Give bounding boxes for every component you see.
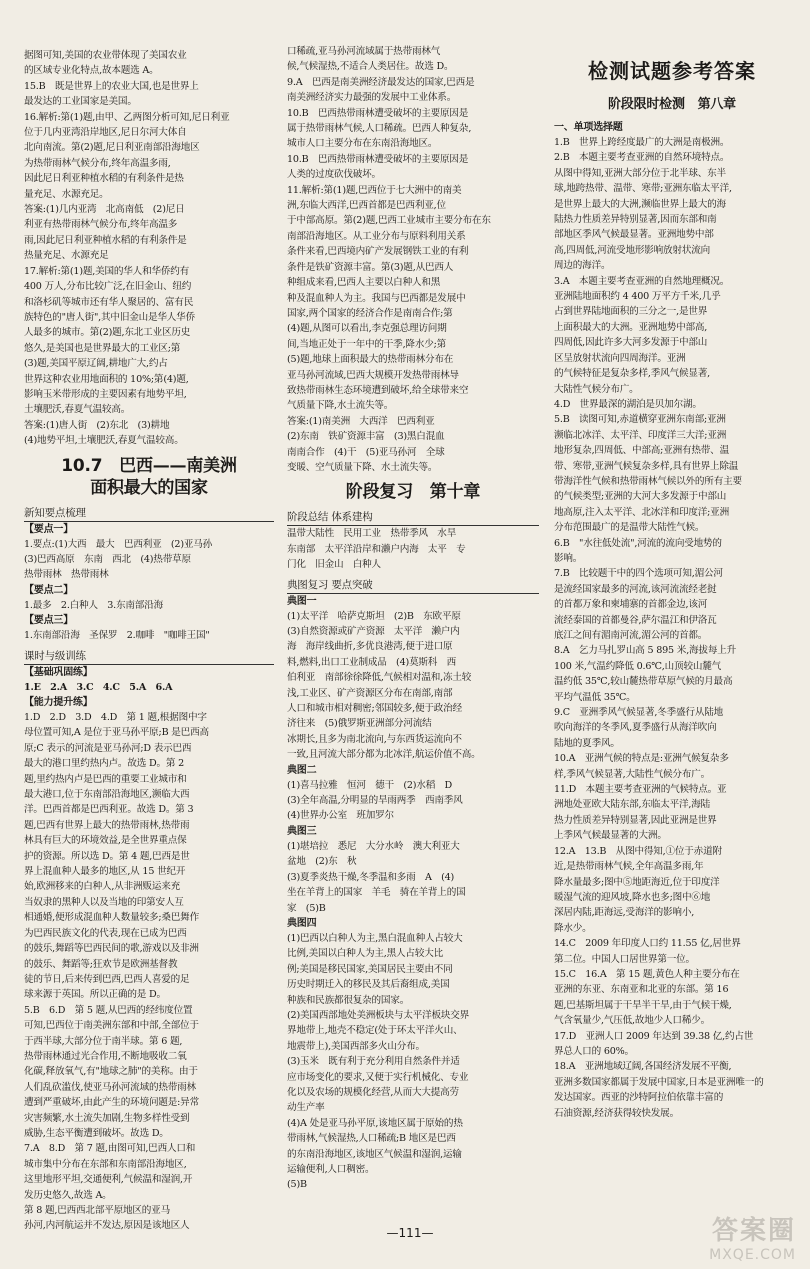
text-line: 带海洋性气候和热带雨林气候以外的所有主要 bbox=[554, 475, 742, 487]
text-line: 间,当地正处于一年中的干季,降水少;第 bbox=[287, 338, 447, 350]
text-line: 是世界上最大的大洲,濒临世界上最大的海 bbox=[554, 198, 726, 210]
text-line: 原;C 表示的河流是亚马孙河;D 表示巴西 bbox=[24, 742, 192, 754]
text-line: 东南部 太平洋沿岸和濑户内海 太平 专 bbox=[287, 543, 466, 555]
typical3-title: 典图三 bbox=[287, 825, 317, 837]
text-line: 11.解析:第(1)题,巴西位于七大洲中的南美 bbox=[287, 184, 462, 196]
text-line: 南部沿海地区。从工业分布与原料利用关系 bbox=[287, 230, 466, 242]
text-line: 带雨林,气候湿热,人口稀疏;B 地区是巴西 bbox=[287, 1133, 456, 1145]
watermark-line1: 答案圈 bbox=[711, 1216, 796, 1246]
text-line: 8.A 乞力马扎罗山高 5 895 米,海拔每上升 bbox=[554, 645, 737, 657]
text-line: 变暖、空气质量下降、水土流失等。 bbox=[287, 461, 438, 473]
text-line: 洋。巴西首都是巴西利亚。故选 D。第 3 bbox=[24, 804, 194, 816]
text-line: 温带大陆性 民用工业 热带季风 水旱 bbox=[287, 528, 457, 540]
section-title-line1: 10.7 巴西——南美洲 bbox=[61, 455, 237, 476]
text-line: 答案:(1)南美洲 大西洋 巴西利亚 bbox=[287, 415, 435, 427]
text-line: (2)美国西部地处美洲板块与太平洋板块交界 bbox=[287, 1009, 470, 1021]
text-line: 运输便利,人口稠密。 bbox=[287, 1164, 375, 1175]
text-line: 土壤肥沃,春夏气温较高。 bbox=[24, 404, 131, 416]
typical2-content bbox=[287, 778, 539, 824]
typical4-title: 典图四 bbox=[287, 917, 317, 929]
text-line: 人们乱砍滥伐,使亚马孙河流域的热带雨林 bbox=[24, 1081, 196, 1093]
typical2-title: 典图二 bbox=[287, 764, 317, 776]
ability-content bbox=[24, 710, 274, 1234]
text-line: 是流经国家最多的河流,该河流流经老挝 bbox=[554, 583, 717, 595]
text-line: 题,巴西有世界上最大的热带雨林,热带雨 bbox=[24, 819, 190, 831]
text-line: 的鼓乐,舞蹈等巴西民间的歌,游戏以及非洲 bbox=[24, 943, 199, 955]
text-line: 周边的海洋。 bbox=[554, 260, 611, 272]
text-line: 国家,两个国家的经济合作是南南合作;第 bbox=[287, 307, 453, 319]
text-line: 母位置可知,A 是位于亚马孙平原;B 是巴西高 bbox=[24, 727, 209, 739]
answers-big-title: 检测试题参考答案 bbox=[588, 59, 756, 83]
text-line: 气质量下降,水土流失等。 bbox=[287, 400, 394, 412]
text-line: 5.B 6.D 第 5 题,从巴西的经纬度位置 bbox=[24, 1004, 193, 1016]
text-line: 12.A 13.B 从图中得知,①位于赤道附 bbox=[554, 845, 722, 857]
text-line: 族特色的"唐人街",其中旧金山是华人华侨 bbox=[24, 311, 195, 323]
typical1-title: 典图一 bbox=[287, 595, 317, 607]
column-middle bbox=[287, 44, 539, 1193]
text-line: 第二位。中国人口居世界第一位。 bbox=[554, 953, 695, 965]
text-line: 亚洲的东亚、东南亚和北亚的东部。第 16 bbox=[554, 984, 729, 996]
text-line: 界地带上,地壳不稳定(处于环太平洋火山、 bbox=[287, 1025, 463, 1037]
text-line: 为热带雨林气候分布,终年高温多雨, bbox=[24, 157, 171, 169]
text-line: 的东南沿海地区,该地区气候温和湿润,运输 bbox=[287, 1148, 462, 1160]
text-line: 种组成来看,巴西人主要以白种人和黑 bbox=[287, 277, 441, 289]
page-number: —111— bbox=[386, 1226, 434, 1240]
text-line: 部地区季风气候最显著。亚洲地势中部 bbox=[554, 229, 714, 241]
text-line: 流经泰国的首都曼谷,萨尔温江和伊洛瓦 bbox=[554, 614, 717, 626]
text-line: 大陆性气候分布广。 bbox=[554, 383, 639, 395]
text-line: 坐在羊背上的国家 羊毛 骑在羊背上的国 bbox=[287, 887, 466, 899]
text-line: (3)题,美国平原辽阔,耕地广大,约占 bbox=[24, 358, 168, 370]
text-line: (1)喜马拉雅 恒河 德干 (2)水稻 D bbox=[287, 779, 452, 791]
text-line: 5.B 读图可知,赤道横穿亚洲东南部;亚洲 bbox=[554, 414, 726, 426]
text-line: 口稀疏,亚马孙河流域属于热带雨林气 bbox=[287, 46, 441, 57]
text-line: 气含氧量少,气压低,故地少人口稀少。 bbox=[554, 1015, 710, 1027]
text-line: 最大港口,位于东南部沿海地区,濒临大西 bbox=[24, 789, 190, 801]
text-line: 10.B 巴西热带雨林遭受破坏的主要原因是 bbox=[287, 107, 469, 119]
text-line: 威胁,生态平衡遭到破坏。故选 D。 bbox=[24, 1127, 169, 1139]
header-practice: 课时与级训练 bbox=[24, 648, 274, 665]
text-line: 1.东南部沿海 圣保罗 2.咖啡 "咖啡王国" bbox=[24, 630, 210, 642]
text-line: 最发达的工业国家是美国。 bbox=[24, 96, 137, 108]
header-typical: 典图复习 要点突破 bbox=[287, 577, 539, 594]
text-line: 林具有巨大的环境效益,是全世界重点保 bbox=[24, 835, 187, 847]
text-line: 始,欧洲移来的白种人,从非洲贩运来充 bbox=[24, 881, 180, 893]
text-line: 于西半球,大部分位于南半球。第 6 题, bbox=[24, 1035, 183, 1047]
text-line: 洲,东临大西洋,巴西首都是巴西利亚,位 bbox=[287, 200, 446, 212]
text-line: 雨,因此尼日利亚种植水稻的有利条件是 bbox=[24, 234, 187, 246]
text-line: 近,是热带雨林气候,全年高温多雨,年 bbox=[554, 861, 704, 873]
text-line: (1)巴西以白种人为主,黑白混血种人占较大 bbox=[287, 932, 463, 944]
text-line: 的气候类型;亚洲的大河大多发源于中部山 bbox=[554, 491, 727, 503]
text-line: 地形复杂,四周低、中部高;亚洲有热带、温 bbox=[554, 445, 729, 457]
typical1-content bbox=[287, 609, 539, 763]
text-line: 的首都万象和柬埔寨的首都金边,该河 bbox=[554, 599, 708, 611]
text-line: 3.A 本题主要考查亚洲的自然地理概况。 bbox=[554, 275, 730, 287]
text-line: 发达国家。西亚的沙特阿拉伯依靠丰富的 bbox=[554, 1092, 724, 1104]
text-line: 9.A 巴西是南美洲经济最发达的国家,巴西是 bbox=[287, 76, 475, 88]
typical4-content bbox=[287, 931, 539, 1193]
text-line: 上面积最大的大洲。亚洲地势中部高, bbox=[554, 321, 708, 333]
point3-content bbox=[24, 628, 274, 643]
text-line: 陆热力性质差异特别显著,因而东部和南 bbox=[554, 214, 717, 226]
text-line: 位于几内亚湾沿岸地区,尼日尔河大体自 bbox=[24, 127, 187, 139]
text-line: 这里地形平坦,交通便利,气候温和湿润,开 bbox=[24, 1174, 193, 1186]
text-line: 高,四周低,河流受地形影响放射状流向 bbox=[554, 244, 710, 256]
text-line: 6.B "水往低处流",河流的流向受地势的 bbox=[554, 537, 722, 549]
text-line: 地震带上),美国西部多火山分布。 bbox=[287, 1040, 425, 1052]
column-right bbox=[554, 58, 790, 1121]
text-line: 1.最多 2.白种人 3.东南部沿海 bbox=[24, 599, 163, 611]
section-title-review: 阶段复习 第十章 bbox=[345, 482, 481, 503]
text-line: 发历史悠久,故选 A。 bbox=[24, 1189, 112, 1201]
text-line: (1)堪培拉 悉尼 大分水岭 澳大利亚大 bbox=[287, 840, 460, 852]
text-line: 亚马孙河流域,巴西大规模开发热带雨林导 bbox=[287, 369, 459, 381]
text-line: 10.B 巴西热带雨林遭受破坏的主要原因是 bbox=[287, 153, 469, 165]
text-line: 洲地处亚欧大陆东部,东临太平洋,海陆 bbox=[554, 799, 710, 811]
text-line: 条件是铁矿资源丰富。第(3)题,从巴西人 bbox=[287, 261, 454, 273]
text-line: 的气候特征是复杂多样,季风气候显著, bbox=[554, 368, 710, 380]
text-line: 濒临北冰洋、太平洋、印度洋三大洋;亚洲 bbox=[554, 429, 727, 441]
text-line: 孙河,内河航运并不发达,原因是该地区人 bbox=[24, 1220, 190, 1232]
text-line: 门化 旧金山 白种人 bbox=[287, 559, 381, 571]
point3-title: 【要点三】 bbox=[24, 615, 73, 627]
text-line: 9.C 亚洲季风气候显著,冬季盛行从陆地 bbox=[554, 707, 724, 719]
point2-title: 【要点二】 bbox=[24, 584, 73, 596]
point2-content bbox=[24, 598, 274, 613]
text-line: 热带雨林 热带雨林 bbox=[24, 569, 109, 581]
text-line: (5)B bbox=[287, 1179, 307, 1191]
text-line: 因此尼日利亚种植水稻的有利条件是热 bbox=[24, 173, 184, 185]
col3-answers bbox=[554, 135, 790, 1121]
text-line: 15.C 16.A 第 15 题,黄色人种主要分布在 bbox=[554, 968, 740, 980]
text-line: 南美洲经济实力最强的发展中工业体系。 bbox=[287, 92, 457, 104]
text-line: (3)巴西高原 东南 西北 (4)热带草原 bbox=[24, 553, 191, 565]
text-line: 答案:(1)几内亚湾 北高南低 (2)尼日 bbox=[24, 204, 185, 216]
text-line: 亚洲陆地面积约 4 400 万平方千米,几乎 bbox=[554, 291, 721, 303]
col1-answers-top bbox=[24, 48, 274, 449]
text-line: 4.D 世界最深的湖泊是贝加尔湖。 bbox=[554, 398, 702, 410]
text-line: 地高原,注入太平洋、北冰洋和印度洋;亚洲 bbox=[554, 506, 729, 518]
text-line: 历史时期迁入的移民及其后裔组成,美国 bbox=[287, 979, 450, 991]
text-line: 吹向海洋的冬季风,夏季盛行从海洋吹向 bbox=[554, 722, 717, 734]
text-line: 人最多的城市。第(2)题,东北工业区历史 bbox=[24, 327, 191, 339]
text-line: (3)夏季炎热干燥,冬季温和多雨 A (4) bbox=[287, 871, 455, 883]
text-line: 上季风气候最显著的大洲。 bbox=[554, 830, 667, 842]
text-line: 条件来看,巴西境内矿产发展钢铁工业的有利 bbox=[287, 246, 469, 258]
text-line: 球,地跨热带、温带、寒带;亚洲东临太平洋, bbox=[554, 183, 732, 195]
text-line: 界总人口的 60%。 bbox=[554, 1045, 634, 1057]
text-line: (3)全年高温,分明显的旱雨两季 西南季风 bbox=[287, 795, 463, 807]
text-line: 伯利亚 南部徐徐降低,气候相对温和,冻土较 bbox=[287, 672, 472, 684]
text-line: 南南合作 (4)干 (5)亚马孙河 全球 bbox=[287, 446, 445, 458]
text-line: 最大的港口里约热内卢。故选 D。第 2 bbox=[24, 758, 185, 770]
text-line: 动生产率 bbox=[287, 1102, 325, 1114]
header-summary: 阶段总结 体系建构 bbox=[287, 509, 539, 526]
text-line: 题,里约热内卢是巴西的重要工业城市和 bbox=[24, 773, 187, 785]
text-line: 分布范围最广的是温带大陆性气候。 bbox=[554, 522, 705, 534]
text-line: 为巴西民族文化的代表,现在已成为巴西 bbox=[24, 927, 187, 939]
text-line: 100 米,气温约降低 0.6℃,山顶较山麓气 bbox=[554, 660, 722, 672]
text-line: 护的资源。所以选 D。第 4 题,巴西是世 bbox=[24, 850, 190, 862]
header-new-knowledge: 新知要点梳理 bbox=[24, 505, 274, 522]
text-line: 徒的节日,后来传到巴西,巴西人喜爱的足 bbox=[24, 973, 190, 985]
text-line: 世界这种农业用地面积的 10%;第(4)题, bbox=[24, 373, 189, 385]
text-line: 和洛杉矶等城市还有华人聚居的、富有民 bbox=[24, 296, 194, 308]
text-line: 答案:(1)唐人街 (2)东北 (3)耕地 bbox=[24, 419, 170, 431]
text-line: 北向南流。第(2)题,尼日利亚南部沿海地区 bbox=[24, 142, 200, 154]
text-line: 利亚有热带雨林气候分布,终年高温多 bbox=[24, 219, 178, 231]
text-line: (5)题,地球上面积最大的热带雨林分布在 bbox=[287, 354, 454, 366]
text-line: (3)自然资源或矿产资源 太平洋 濑户内 bbox=[287, 626, 460, 637]
watermark-logo bbox=[709, 1210, 796, 1263]
col2-answers-top bbox=[287, 44, 539, 475]
text-line: 14.C 2009 年印度人口约 11.55 亿,居世界 bbox=[554, 938, 741, 950]
text-line: 海 海岸线曲折,多优良港湾,便于进口原 bbox=[287, 641, 453, 653]
text-line: 遭到严重破坏,由此产生的环境问题是:异常 bbox=[24, 1097, 199, 1109]
text-line: 1.要点:(1)大西 最大 巴西利亚 (2)亚马孙 bbox=[24, 538, 213, 550]
text-line: 人类的过度砍伐破坏。 bbox=[287, 169, 381, 181]
text-line: 11.D 本题主要考查亚洲的气候特点。亚 bbox=[554, 784, 727, 796]
text-line: (4)A 处是亚马孙平原,该地区属于原始的热 bbox=[287, 1117, 463, 1129]
text-line: 球来源于英国。所以正确的是 D。 bbox=[24, 989, 166, 1001]
text-line: 家 (5)B bbox=[287, 902, 326, 914]
text-line: 热量充足、水源充足 bbox=[24, 250, 109, 262]
text-line: 亚洲多数国家都属于发展中国家,日本是亚洲唯一的 bbox=[554, 1076, 764, 1088]
text-line: 当奴隶的黑种人以及当地的印第安人互 bbox=[24, 896, 184, 908]
text-line: 区呈放射状流向四周海洋。亚洲 bbox=[554, 352, 686, 364]
text-line: 1.B 世界上跨经度最广的大洲是南极洲。 bbox=[554, 137, 730, 148]
text-line: 2.B 本题主要考查亚洲的自然环境特点。 bbox=[554, 152, 730, 164]
column-left bbox=[24, 48, 274, 1234]
text-line: 18.A 亚洲地域辽阔,各国经济发展不平衡, bbox=[554, 1061, 732, 1073]
text-line: 人口和城市相对稠密;邻国较多,便于政治经 bbox=[287, 703, 462, 715]
text-line: 10.A 亚洲气候的特点是:亚洲气候复杂多 bbox=[554, 753, 729, 765]
text-line: 比例,美国以白种人为主,黑人占较大比 bbox=[287, 948, 443, 960]
text-line: 悠久,是美国也是世界最大的工业区;第 bbox=[24, 342, 181, 354]
section-title-line2: 面积最大的国家 bbox=[90, 477, 208, 498]
chapter-subtitle: 阶段限时检测 第八章 bbox=[607, 97, 736, 112]
basic-title: 【基础巩固练】 bbox=[24, 666, 93, 678]
text-line: 化碳,释放氧气,有"地球之肺"的美称。由于 bbox=[24, 1066, 198, 1078]
section-title-brazil bbox=[24, 455, 274, 499]
text-line: 济往来 (5)俄罗斯亚洲部分河流结 bbox=[287, 718, 432, 730]
typical3-content bbox=[287, 839, 539, 916]
text-line: 400 万人,分布比较广泛,在旧金山、纽约 bbox=[24, 281, 192, 293]
text-line: 陆地的夏季风。 bbox=[554, 737, 620, 749]
basic-answers: 1.E 2.A 3.C 4.C 5.A 6.A bbox=[24, 681, 173, 693]
text-line: (4)题,从图可以看出,李克强总理访问期 bbox=[287, 323, 447, 335]
text-line: 占到世界陆地面积的三分之一,是世界 bbox=[554, 306, 708, 318]
text-line: 于中部高原。第(2)题,巴西工业城市主要分布在东 bbox=[287, 215, 491, 227]
text-line: 的鼓乐、舞蹈等;狂欢节是欧洲基督教 bbox=[24, 958, 178, 970]
text-line: 热力性质差异特别显著,因此亚洲是世界 bbox=[554, 814, 717, 826]
point1-title: 【要点一】 bbox=[24, 523, 73, 535]
text-line: (4)世界办公室 班加罗尔 bbox=[287, 810, 394, 822]
text-line: 界上混血种人最多的地区,从 15 世纪开 bbox=[24, 866, 186, 878]
text-line: 盆地 (2)东 秋 bbox=[287, 856, 357, 868]
text-line: (2)东南 铁矿资源丰富 (3)黑白混血 bbox=[287, 431, 445, 443]
text-line: 一致,且河流大部分都为北冰洋,航运价值不高。 bbox=[287, 749, 481, 761]
text-line: 化以及农场的规模化经营,从而大大提高劳 bbox=[287, 1086, 459, 1098]
text-line: 例;美国是移民国家,美国居民主要由不同 bbox=[287, 963, 453, 975]
text-line: 降水量最多;图中⑤地距海近,位于印度洋 bbox=[554, 876, 720, 888]
text-line: 石油资源,经济获得较快发展。 bbox=[554, 1107, 679, 1119]
text-line: 降水少。 bbox=[554, 922, 592, 934]
watermark-line2: MXQE.COM bbox=[709, 1247, 796, 1263]
text-line: 第 8 题,巴西西北部平原地区的亚马 bbox=[24, 1205, 170, 1216]
text-line: 7.B 比较题干中的四个选项可知,湄公河 bbox=[554, 568, 723, 580]
text-line: (1)太平洋 哈萨克斯坦 (2)B 东欧平原 bbox=[287, 610, 461, 622]
text-line: 平均气温低 35℃。 bbox=[554, 691, 636, 703]
text-line: 浅,工业区、矿产资源区分布在南部,南部 bbox=[287, 687, 453, 699]
text-line: 种及混血种人为主。我国与巴西都是发展中 bbox=[287, 292, 466, 304]
text-line: 暖湿气流的迎风坡,降水也多;图中⑥地 bbox=[554, 891, 711, 903]
text-line: 温约低 35℃,较山麓热带草原气候的月最高 bbox=[554, 676, 733, 688]
ability-title: 【能力提升练】 bbox=[24, 697, 93, 708]
text-line: 15.B 既是世界上的农业大国,也是世界上 bbox=[24, 80, 199, 92]
text-line: (3)玉米 既有利于充分利用自然条件并适 bbox=[287, 1056, 460, 1068]
text-line: 应市场变化的要求,又便于实行机械化、专业 bbox=[287, 1071, 469, 1083]
text-line: (4)地势平坦,土壤肥沃,春夏气温较高。 bbox=[24, 435, 184, 447]
text-line: 候,气候湿热,不适合人类居住。故选 D。 bbox=[287, 61, 454, 73]
summary-content bbox=[287, 526, 539, 572]
text-line: 题,巴基斯坦属于干旱半干旱,由于气候干燥, bbox=[554, 999, 732, 1011]
text-line: 深居内陆,距海远,受海洋的影响小, bbox=[554, 907, 695, 919]
text-line: 属于热带雨林气候,人口稀疏。巴西人种复杂, bbox=[287, 123, 472, 135]
text-line: 种族和民族都很复杂的国家。 bbox=[287, 994, 410, 1006]
text-line: 料,燃料,出口工业制成品 (4)莫斯科 西 bbox=[287, 656, 456, 668]
text-line: 可知,巴西位于南美洲东部和中部,全部位于 bbox=[24, 1020, 199, 1032]
text-line: 四周低,因此许多大河多发源于中部山 bbox=[554, 337, 708, 349]
text-line: 城市人口主要分布在东南沿海地区。 bbox=[287, 138, 438, 150]
text-line: 16.解析:第(1)题,由甲、乙两图分析可知,尼日利亚 bbox=[24, 111, 230, 123]
text-line: 从图中得知,亚洲大部分位于北半球、东半 bbox=[554, 167, 726, 179]
text-line: 带、寒带,亚洲气候复杂多样,具有世界上除温 bbox=[554, 460, 739, 472]
text-line: 影响玉米带形成的主要因素有地势平坦, bbox=[24, 388, 187, 400]
part-title: 一、单项选择题 bbox=[554, 122, 623, 133]
text-line: 样,季风气候显著,大陆性气候分布广。 bbox=[554, 768, 710, 780]
text-line: 7.A 8.D 第 7 题,由图可知,巴西人口和 bbox=[24, 1143, 196, 1155]
text-line: 底江之间有湄南河流,湄公河的首都。 bbox=[554, 630, 708, 641]
text-line: 17.解析:第(1)题,美国的华人和华侨约有 bbox=[24, 265, 190, 277]
text-line: 城市集中分布在东部和东南部沿海地区, bbox=[24, 1158, 187, 1170]
text-line: 热带雨林通过光合作用,不断地吸收二氧 bbox=[24, 1050, 187, 1062]
text-line: 相通婚,便形成混血种人数量较多;桑巴舞作 bbox=[24, 912, 199, 924]
text-line: 致热带雨林生态环境遭到破坏,给全球带来空 bbox=[287, 384, 469, 396]
text-line: 量充足、水源充足。 bbox=[24, 188, 109, 200]
text-line: 影响。 bbox=[554, 552, 583, 564]
text-line: 据图可知,美国的农业带体现了美国农业 bbox=[24, 50, 187, 61]
text-line: 的区域专业化特点,故本题选 A。 bbox=[24, 65, 159, 77]
text-line: 灾害频繁,水土流失加剧,生物多样性受到 bbox=[24, 1112, 190, 1124]
text-line: 17.D 亚洲人口 2009 年达到 39.38 亿,约占世 bbox=[554, 1030, 754, 1042]
text-line: 冰期长,且多为南北流向,与东西货运流向不 bbox=[287, 733, 462, 745]
point1-content bbox=[24, 537, 274, 583]
text-line: 1.D 2.D 3.D 4.D 第 1 题,根据图中字 bbox=[24, 712, 207, 723]
